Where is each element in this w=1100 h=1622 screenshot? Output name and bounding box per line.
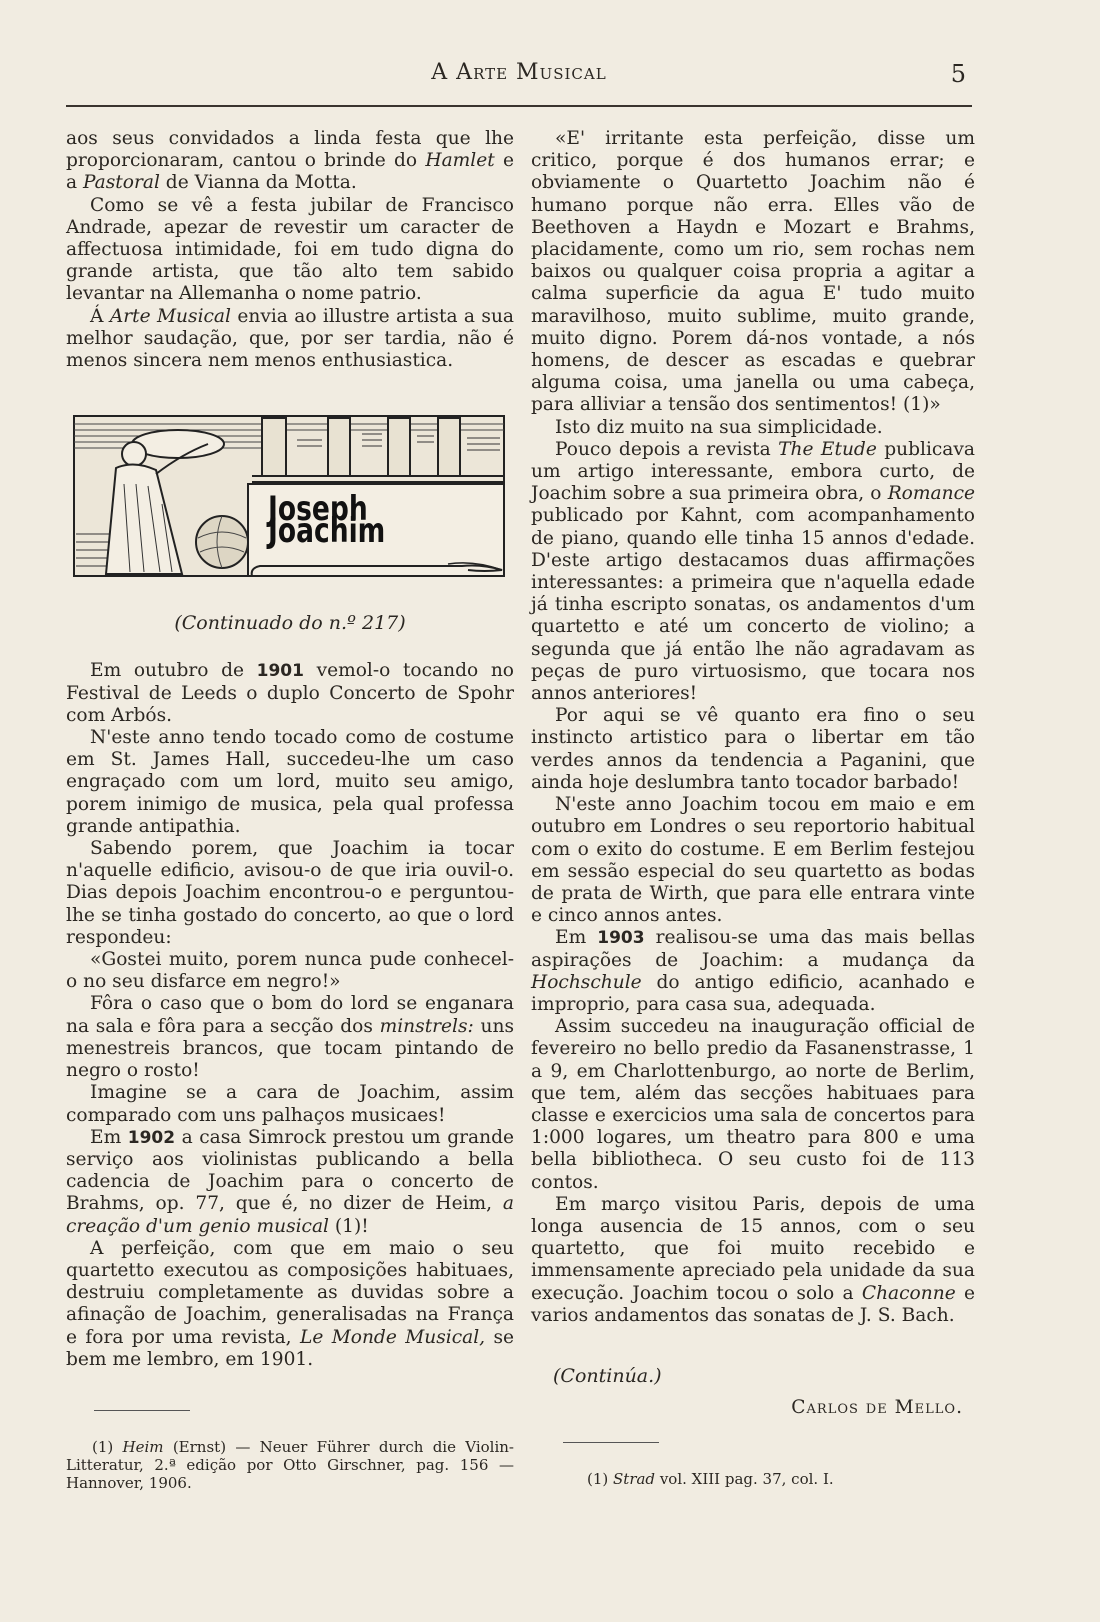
header-rule: [66, 105, 972, 107]
author-signature: Carlos de Mello.: [791, 1397, 963, 1419]
paragraph: Como se vê a festa jubilar de Francisco Andrade, apezar de revestir um caracter de affectuosa intimidade, foi em tudo digna do grande artista, que tão alto tem sabido levantar na Allemanha o nome patrio.: [66, 194, 514, 305]
footnote-right: (1) Strad vol. XIII pag. 37, col. I.: [587, 1470, 834, 1488]
paragraph: Em outubro de 1901 vemol-o tocando no Festival de Leeds o duplo Concerto de Spohr com Arbós.: [66, 660, 514, 726]
paragraph: Em 1903 realisou-se uma das mais bellas aspirações de Joachim: a mudança da Hochschule do antigo edificio, acanhado e improprio, para casa sua, adequada.: [531, 927, 975, 1015]
paragraph: N'este anno Joachim tocou em maio e em outubro em Londres o seu reportorio habitual com o exito do costume. E em Berlim festejou em sessão especial do seu quartetto as bodas de prata de Wirth, que para elle entrara vinte e cinco annos antes.: [531, 794, 975, 927]
paragraph: Isto diz muito na sua simplicidade.: [555, 416, 883, 438]
paragraph: Á Arte Musical envia ao illustre artista a sua melhor saudação, que, por ser tardia, não é menos sincera nem menos enthusiastica.: [66, 305, 514, 372]
article-title: Joseph Joachim: [268, 489, 386, 552]
paragraph: Em 1902 a casa Simrock prestou um grande serviço aos violinistas publicando a bella cadencia de Joachim para o concerto de Brahms, op. 77, que é, no dizer de Heim, a creação d'um genio musical (1)!: [66, 1126, 514, 1237]
paragraph: A perfeição, com que em maio o seu quartetto executou as composições habituaes, destruiu completamente as duvidas sobre a afinação de Joachim, generalisadas na França e fora por uma revista, Le Monde Musical, se bem me lembro, em 1901.: [66, 1237, 515, 1370]
right-column: [531, 128, 975, 1419]
to-be-continued: (Continúa.): [553, 1364, 662, 1387]
paragraph: Fôra o caso que o bom do lord se enganara na sala e fôra para a secção dos minstrels: uns menestreis brancos, que tocam pintando de negro o rosto!: [66, 993, 514, 1082]
paragraph: Em março visitou Paris, depois de uma longa ausencia de 15 annos, com o seu quartetto, que foi muito recebido e immensamente apreciado pela unidade da sua execução. Joachim tocou o solo a Chaconne e varios andamentos das sonatas de J. S. Bach.: [531, 1193, 975, 1326]
paragraph: Imagine se a cara de Joachim, assim comparado com uns palhaços musicaes!: [66, 1082, 514, 1126]
continuation-note: (Continuado do n.º 217): [174, 612, 406, 635]
footnote-left: (1) Heim (Ernst) — Neuer Führer durch die Violin-Litteratur, 2.ª edição por Otto Girschner, pag. 156 — Hannover, 1906.: [66, 1438, 514, 1492]
running-head: [66, 60, 972, 92]
paragraph: Pouco depois a revista The Etude publicava um artigo interessante, embora curto, de Joachim sobre a sua primeira obra, o Romance publicado por Kahnt, com acompanhamento de piano, quando elle tinha 15 annos d'edade. D'este artigo destacamos duas affirmações interessantes: a primeira que n'aquella edade já tinha escripto sonatas, os andamentos d'um quartetto e até um concerto de violino; a segunda que já então lhe não agradavam as peças de puro virtuosismo, que tocara nos annos anteriores!: [531, 438, 975, 705]
footnote-rule: [563, 1442, 659, 1443]
paragraph: Assim succedeu na inauguração official de fevereiro no bello predio da Fasanenstrasse, 1 a 9, em Charlottenburgo, ao norte de Berlim, que tem, além das secções habituaes para classe e exercicios uma sala de concertos para 1:000 logares, um theatro para 800 e uma bella bibliotheca. O seu custo foi de 113 contos.: [531, 1016, 975, 1193]
running-title: A Arte Musical: [431, 60, 607, 85]
paragraph: «E' irritante esta perfeição, disse um critico, porque é dos humanos errar; e obviamente o Quartetto Joachim não é humano porque não erra. Elles vão de Beethoven a Haydn e Mozart e Brahms, placidamente, como um rio, sem rochas nem baixos ou qualquer coisa propria a agitar a calma superficie da agua E' tudo muito maravilhoso, muito sublime, muito grande, muito digno. Porem dá-nos vontade, a nós homens, de descer as escadas e quebrar alguma coisa, uma janella ou uma cabeça, para alliviar a tensão dos sentimentos! (1)»: [531, 128, 975, 416]
article-banner: [72, 414, 508, 584]
left-column: [66, 128, 514, 1371]
paragraph: Por aqui se vê quanto era fino o seu instincto artistico para o libertar em tão verdes annos da tendencia a Paganini, que ainda hoje deslumbra tanto tocador barbado!: [531, 705, 975, 793]
paragraph: N'este anno tendo tocado como de costume em St. James Hall, succedeu-lhe um caso engraçado com um lord, muito seu amigo, porem inimigo de musica, pela qual professa grande antipathia.: [66, 727, 514, 837]
paragraph: aos seus convidados a linda festa que lhe proporcionaram, cantou o brinde do Hamlet e a Pastoral de Vianna da Motta.: [66, 128, 514, 194]
footnote-rule: [94, 1410, 190, 1411]
paragraph: Sabendo porem, que Joachim ia tocar n'aquelle edificio, avisou-o de que iria ouvil-o. Dias depois Joachim encontrou-o e perguntou-lhe se tinha gostado do concerto, ao que o lord respondeu:: [66, 838, 514, 948]
paragraph: «Gostei muito, porem nunca pude conhecel-o no seu disfarce em negro!»: [66, 949, 514, 993]
page-number: 5: [950, 60, 966, 88]
